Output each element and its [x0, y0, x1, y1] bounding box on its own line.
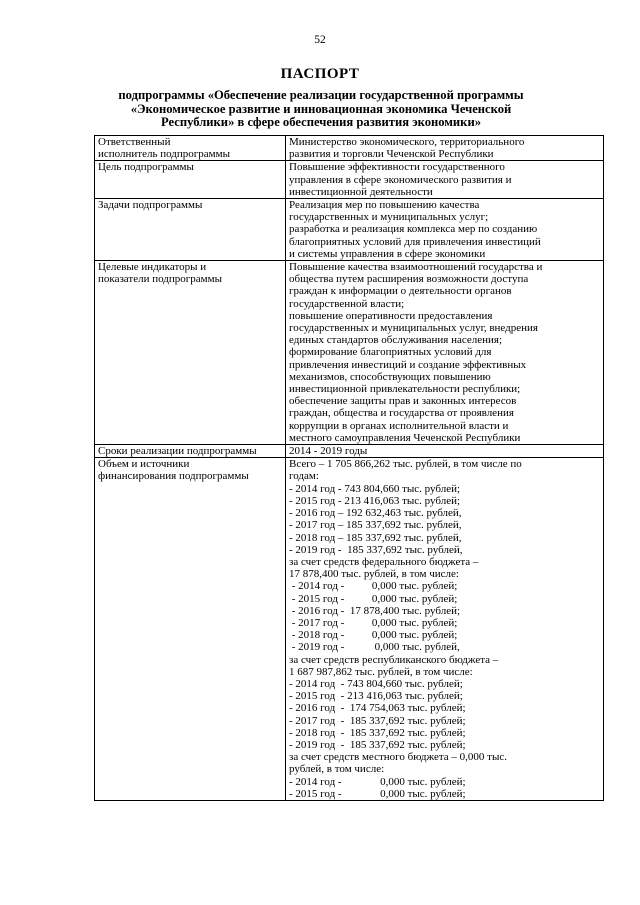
row-value-line: 2014 - 2019 годы [289, 445, 368, 458]
row-value-cell [286, 199, 604, 261]
row-value-line: 1 687 987,862 тыс. рублей, в том числе: [289, 665, 473, 678]
row-value-line: - 2015 год - 0,000 тыс. рублей; [289, 592, 458, 605]
row-value-line: управления в сфере экономического развития и [289, 173, 512, 186]
document-subtitle [96, 89, 546, 130]
row-label-line: Объем и источники [98, 458, 190, 471]
row-value-cell [286, 136, 604, 161]
row-label-cell [95, 136, 286, 161]
row-value-line: механизмов, способствующих повышению [289, 370, 491, 383]
subtitle-line: «Экономическое развитие и инновационная экономика Чеченской [130, 101, 512, 116]
row-value-line: - 2017 год – 185 337,692 тыс. рублей, [289, 519, 462, 532]
row-value-line: граждан, общества и государства от проявления [289, 407, 514, 420]
row-value-line: рублей, в том числе: [289, 763, 385, 776]
passport-row [95, 458, 604, 801]
row-value-line: - 2019 год - 185 337,692 тыс. рублей; [289, 738, 466, 751]
row-label-cell [95, 161, 286, 199]
subtitle-line: подпрограммы «Обеспечение реализации государственной программы [118, 88, 524, 102]
row-label-line: Сроки реализации подпрограммы [98, 445, 257, 458]
row-value-line: за счет средств местного бюджета – 0,000 тыс. [289, 751, 507, 764]
row-value-line: - 2014 год - 0,000 тыс. рублей; [289, 580, 458, 593]
row-value-line: местного самоуправления Чеченской Республики [289, 431, 521, 444]
passport-row [95, 161, 604, 199]
row-value-line: повышение оперативности предоставления [289, 309, 493, 322]
row-value-line: за счет средств федерального бюджета – [289, 555, 479, 568]
row-value-line: развития и торговли Чеченской Республики [289, 148, 494, 161]
passport-row [95, 136, 604, 161]
row-value-line: - 2015 год - 0,000 тыс. рублей; [289, 787, 466, 800]
row-value-line: Министерство экономического, территориального [289, 136, 525, 148]
row-value-line: формирование благоприятных условий для [289, 346, 492, 359]
subtitle-line: Республики» в сфере обеспечения развития экономики» [161, 115, 481, 129]
row-value-line: разработка и реализация комплекса мер по созданию [289, 223, 538, 236]
passport-row [95, 261, 604, 445]
row-label-line: Цель подпрограммы [98, 161, 194, 174]
row-label-line: Целевые индикаторы и [98, 261, 207, 274]
row-label-line: Ответственный [98, 136, 171, 148]
row-label-line: Задачи подпрограммы [98, 199, 203, 212]
row-value-line: коррупции в органах исполнительной власти и [289, 419, 509, 432]
passport-row [95, 199, 604, 261]
row-value-line: - 2014 год - 743 804,660 тыс. рублей; [289, 482, 461, 495]
row-label-line: финансирования подпрограммы [98, 470, 249, 483]
row-value-line: общества путем расширения возможности доступа [289, 273, 529, 286]
row-value-line: - 2015 год - 213 416,063 тыс. рублей; [289, 494, 461, 507]
page-number: 52 [314, 34, 326, 46]
row-label-cell [95, 445, 286, 458]
row-label-line: исполнитель подпрограммы [98, 148, 230, 161]
row-value-cell [286, 161, 604, 199]
row-value-line: за счет средств республиканского бюджета – [289, 653, 499, 666]
row-value-line: инвестиционной привлекательности республики; [289, 383, 521, 396]
row-value-line: Повышение эффективности государственного [289, 161, 505, 174]
row-value-line: инвестиционной деятельности [289, 185, 433, 198]
row-value-line: - 2018 год – 185 337,692 тыс. рублей, [289, 531, 462, 544]
row-value-line: - 2019 год - 185 337,692 тыс. рублей, [289, 543, 463, 556]
row-label-cell [95, 458, 286, 801]
row-value-line: - 2018 год - 185 337,692 тыс. рублей; [289, 726, 466, 739]
row-value-cell [286, 445, 604, 458]
row-value-line: привлечения инвестиций и создание эффективных [289, 358, 527, 371]
row-value-line: Повышение качества взаимоотношений государства и [289, 261, 543, 274]
passport-row [95, 445, 604, 458]
row-value-line: - 2014 год - 0,000 тыс. рублей; [289, 775, 466, 788]
row-value-line: - 2017 год - 0,000 тыс. рублей; [289, 616, 458, 629]
row-value-line: - 2018 год - 0,000 тыс. рублей; [289, 629, 458, 642]
row-value-line: государственных и муниципальных услуг; [289, 211, 489, 224]
passport-table [94, 135, 604, 801]
row-value-cell [286, 458, 604, 801]
passport-table-body [95, 136, 604, 801]
row-label-cell [95, 261, 286, 445]
row-value-line: - 2016 год - 17 878,400 тыс. рублей; [289, 604, 461, 617]
row-value-line: - 2017 год - 185 337,692 тыс. рублей; [289, 714, 466, 727]
row-value-line: - 2016 год - 174 754,063 тыс. рублей; [289, 702, 466, 715]
row-value-line: единых стандартов обслуживания населения; [289, 334, 503, 347]
row-value-line: - 2014 год - 743 804,660 тыс. рублей; [289, 677, 463, 690]
row-value-line: благоприятных условий для привлечения инвестиций [289, 235, 541, 248]
row-value-line: годам: [289, 470, 319, 483]
row-value-line: - 2019 год - 0,000 тыс. рублей, [289, 641, 460, 654]
row-label-line: показатели подпрограммы [98, 273, 222, 286]
row-value-line: Всего – 1 705 866,262 тыс. рублей, в том числе по [289, 458, 522, 471]
row-value-line: и системы управления в сфере экономики [289, 247, 486, 260]
row-value-line: Реализация мер по повышению качества [289, 199, 480, 212]
row-value-line: - 2015 год - 213 416,063 тыс. рублей; [289, 690, 463, 703]
row-value-cell [286, 261, 604, 445]
row-value-line: граждан к информации о деятельности органов [289, 285, 512, 298]
row-value-line: - 2016 год – 192 632,463 тыс. рублей, [289, 507, 462, 520]
row-value-line: государственной власти; [289, 297, 405, 310]
row-label-cell [95, 199, 286, 261]
row-value-line: 17 878,400 тыс. рублей, в том числе: [289, 568, 459, 581]
row-value-line: обеспечение защиты прав и законных интересов [289, 395, 517, 408]
document-title: ПАСПОРТ [280, 66, 360, 82]
row-value-line: государственных и муниципальных услуг, внедрения [289, 322, 538, 335]
